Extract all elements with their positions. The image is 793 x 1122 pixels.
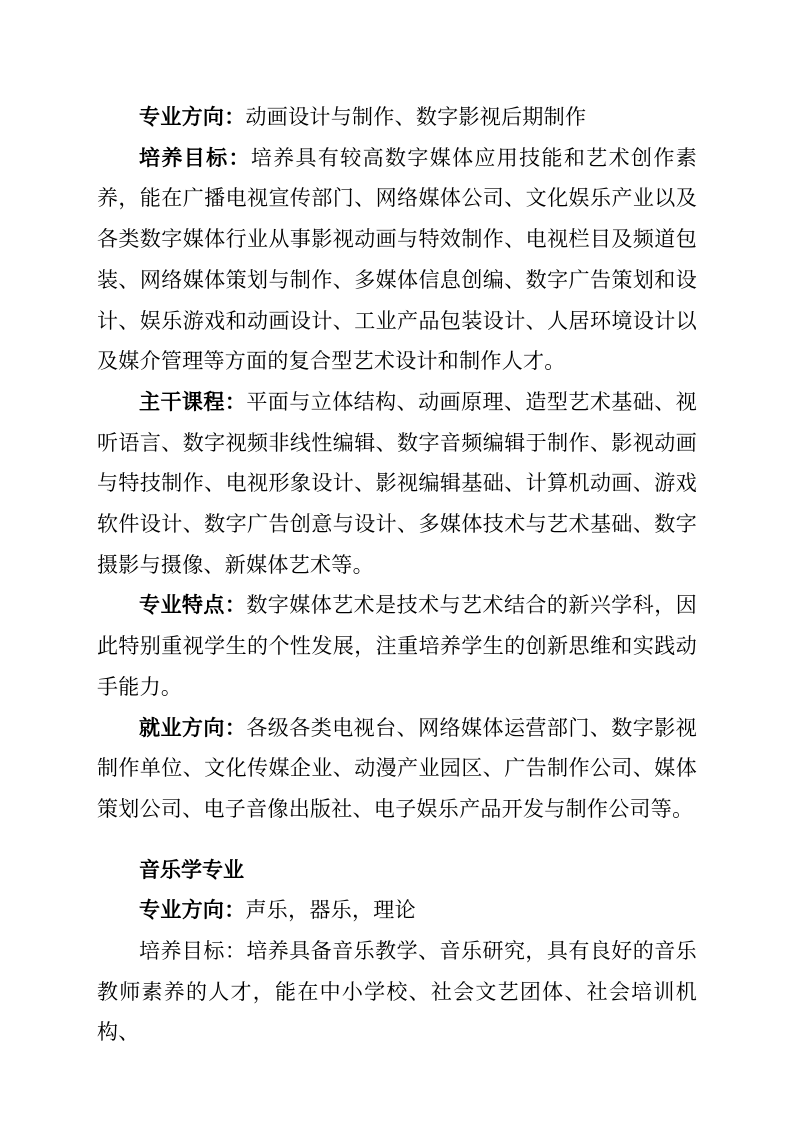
paragraph-music-goal [97, 931, 697, 1053]
paragraph-courses [97, 382, 697, 586]
text-goal: 培养具有较高数字媒体应用技能和艺术创作素养，能在广播电视宣传部门、网络媒体公司、文化娱乐产业以及各类数字媒体行业从事影视动画与特效制作、电视栏目及频道包装、网络媒体策划与制作、多媒体信息创编、数字广告策划和设计、娱乐游戏和动画设计、工业产品包装设计、人居环境设计以及媒介管理等方面的复合型艺术设计和制作人才。 [97, 145, 697, 374]
label-direction: 专业方向： [139, 105, 246, 129]
section-heading-music: 音乐学专业 [139, 857, 244, 882]
label-features: 专业特点： [139, 593, 247, 618]
text-music-direction: 声乐，器乐，理论 [245, 898, 416, 923]
paragraph-music-direction [97, 890, 697, 931]
label-employment: 就业方向： [139, 715, 247, 740]
text-courses: 平面与立体结构、动画原理、造型艺术基础、视听语言、数字视频非线性编辑、数字音频编辑于制作、影视动画与特技制作、电视形象设计、影视编辑基础、计算机动画、游戏软件设计、数字广告创意与设计、多媒体技术与艺术基础、数字摄影与摄像、新媒体艺术等。 [97, 389, 697, 577]
text-features: 数字媒体艺术是技术与艺术结合的新兴学科，因此特别重视学生的个性发展，注重培养学生的创新思维和实践动手能力。 [97, 593, 697, 699]
text-employment: 各级各类电视台、网络媒体运营部门、数字影视制作单位、文化传媒企业、动漫产业园区、广告制作公司、媒体策划公司、电子音像出版社、电子娱乐产品开发与制作公司等。 [97, 715, 697, 821]
paragraph-direction [97, 97, 697, 138]
document-page [97, 97, 697, 1053]
label-courses: 主干课程： [139, 389, 247, 414]
text-direction: 动画设计与制作、数字影视后期制作 [245, 105, 587, 129]
label-goal: 培养目标： [139, 145, 251, 170]
paragraph-goal [97, 138, 697, 382]
section-gap [97, 830, 697, 850]
paragraph-employment [97, 708, 697, 830]
paragraph-features [97, 585, 697, 707]
text-music-goal: 培养目标：培养具备音乐教学、音乐研究，具有良好的音乐教师素养的人才，能在中小学校、社会文艺团体、社会培训机构、 [97, 939, 697, 1045]
label-music-direction: 专业方向： [139, 898, 246, 923]
